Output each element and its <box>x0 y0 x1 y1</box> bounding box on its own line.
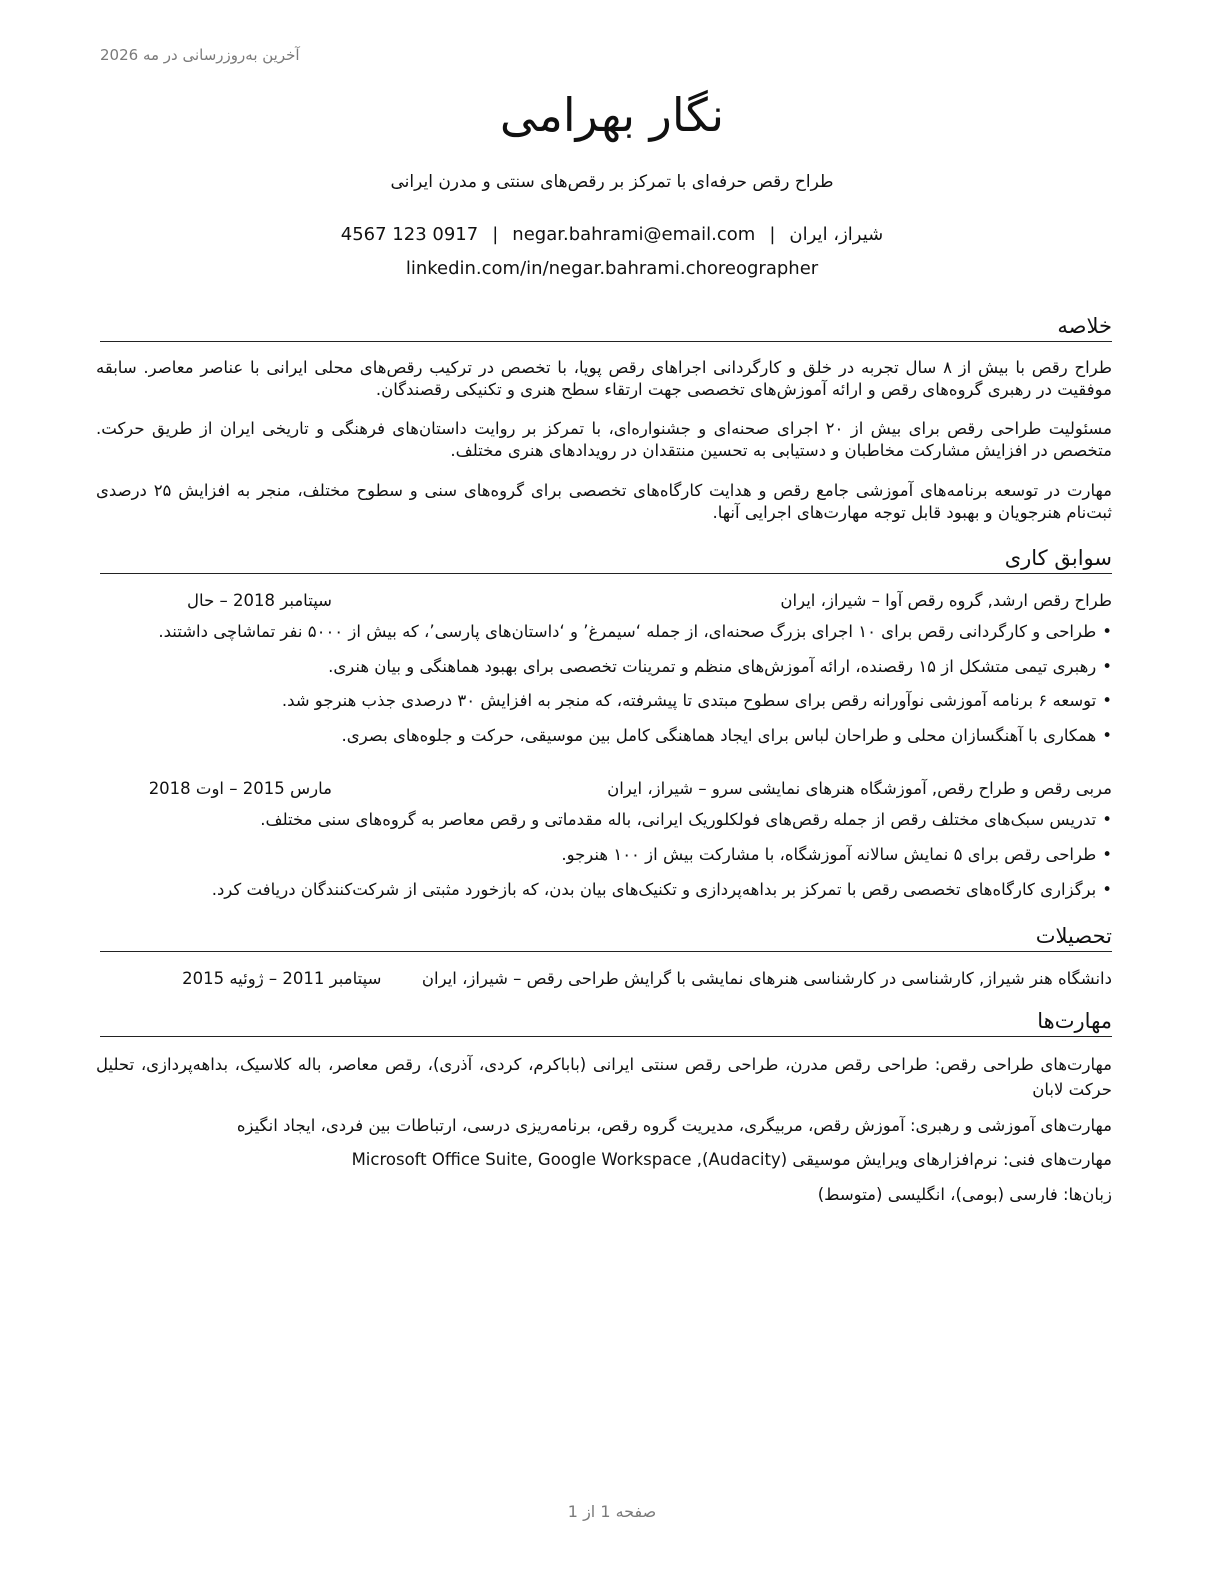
phone: 0917 123 4567 <box>340 224 479 245</box>
last-updated: آخرین به‌روزرسانی در مه 2026 <box>100 46 300 64</box>
job-dates: سپتامبر 2018 – حال <box>187 591 332 610</box>
tagline: طراح رقص حرفه‌ای با تمرکز بر رقص‌های سنتی و مدرن ایرانی <box>390 172 834 192</box>
job-role: مربی رقص و طراح رقص, آموزشگاه هنرهای نمایشی سرو – شیراز، ایران <box>607 779 1112 798</box>
section-title-experience: سوابق کاری <box>100 544 1112 574</box>
skill-item: مهارت‌های فنی: نرم‌افزارهای ویرایش موسیقی (Audacity), Microsoft Office Suite, Google Workspace <box>351 1150 1112 1169</box>
job-bullet: • طراحی و کارگردانی رقص برای ۱۰ اجرای بزرگ صحنه‌ای، از جمله ‘سیمرغ’ و ‘داستان‌های پارسی’، که بیش از ۵۰۰۰ نفر تماشاچی داشتند. <box>80 621 1112 643</box>
location: شیراز، ایران <box>789 224 884 245</box>
section-title-summary: خلاصه <box>100 312 1112 342</box>
page-number: صفحه 1 از 1 <box>567 1502 657 1521</box>
job-bullet: • تدریس سبک‌های مختلف رقص از جمله رقص‌های فولکلوریک ایرانی، باله مقدماتی و رقص معاصر به گروه‌های سنی مختلف. <box>80 809 1112 831</box>
linkedin-link: linkedin.com/in/negar.bahrami.choreographer <box>405 258 819 279</box>
job-bullet: • توسعه ۶ برنامه آموزشی نوآورانه رقص برای سطوح مبتدی تا پیشرفته، که منجر به افزایش ۳۰ درصدی جذب هنرجو شد. <box>80 690 1112 712</box>
section-title-education: تحصیلات <box>100 922 1112 952</box>
email: negar.bahrami@email.com <box>512 224 756 245</box>
education-degree: دانشگاه هنر شیراز, کارشناسی در کارشناسی هنرهای نمایشی با گرایش طراحی رقص – شیراز، ایران <box>421 969 1112 988</box>
summary-paragraph: مهارت در توسعه برنامه‌های آموزشی جامع رقص و هدایت کارگاه‌های تخصصی برای گروه‌های سنی و سطوح مختلف، منجر به افزایش ۲۵ درصدی ثبت‌نام هنرجویان و بهبود قابل توجه مهارت‌های اجرایی آنها. <box>96 481 1112 522</box>
education-entry <box>96 968 1112 990</box>
contact-line <box>0 224 1224 245</box>
job-bullet: • همکاری با آهنگسازان محلی و طراحان لباس برای ایجاد هماهنگی کامل بین موسیقی، حرکت و جلوه‌های بصری. <box>80 725 1112 747</box>
summary-paragraph: طراح رقص با بیش از ۸ سال تجربه در خلق و کارگردانی اجراهای رقص پویا، با تخصص در ترکیب رقص‌های محلی ایرانی با عناصر معاصر. سابقه موفقیت در رهبری گروه‌های رقص و ارائه آموزش‌های تخصصی جهت ارتقاء سطح هنری و تکنیکی رقصندگان. <box>96 358 1112 399</box>
job-bullet: • طراحی رقص برای ۵ نمایش سالانه آموزشگاه، با مشارکت بیش از ۱۰۰ هنرجو. <box>80 844 1112 866</box>
job-role: طراح رقص ارشد, گروه رقص آوا – شیراز، ایران <box>780 591 1112 610</box>
education-dates: سپتامبر 2011 – ژوئیه 2015 <box>182 969 382 988</box>
skill-item: مهارت‌های طراحی رقص: طراحی رقص مدرن، طراحی رقص سنتی ایرانی (باباکرم، کردی، آذری)، رقص معاصر، باله کلاسیک، بداهه‌پردازی، تحلیل حرکت لابان <box>96 1055 1112 1099</box>
separator: | <box>769 224 776 245</box>
skill-item: زبان‌ها: فارسی (بومی)، انگلیسی (متوسط) <box>817 1185 1112 1204</box>
job-bullet: • رهبری تیمی متشکل از ۱۵ رقصنده، ارائه آموزش‌های منظم و تمرینات تخصصی برای بهبود هماهنگی و بیان هنری. <box>80 656 1112 678</box>
summary-paragraph: مسئولیت طراحی رقص برای بیش از ۲۰ اجرای صحنه‌ای و جشنواره‌ای، با تمرکز بر روایت داستان‌های فرهنگی و تاریخی ایران از طریق حرکت. متخصص در افزایش مشارکت مخاطبان و دستیابی به تحسین منتقدان در رویدادهای هنری مختلف. <box>96 419 1112 460</box>
skill-item: مهارت‌های آموزشی و رهبری: آموزش رقص، مربیگری، مدیریت گروه رقص، برنامه‌ریزی درسی، ارتباطات بین فردی، ایجاد انگیزه <box>236 1116 1112 1135</box>
candidate-name: نگار بهرامی <box>499 88 725 142</box>
separator: | <box>492 224 499 245</box>
job-bullet: • برگزاری کارگاه‌های تخصصی رقص با تمرکز بر بداهه‌پردازی و تکنیک‌های بیان بدن، که بازخورد مثبتی از شرکت‌کنندگان دریافت کرد. <box>80 879 1112 901</box>
job-dates: مارس 2015 – اوت 2018 <box>148 779 332 798</box>
section-title-skills: مهارت‌ها <box>100 1007 1112 1037</box>
